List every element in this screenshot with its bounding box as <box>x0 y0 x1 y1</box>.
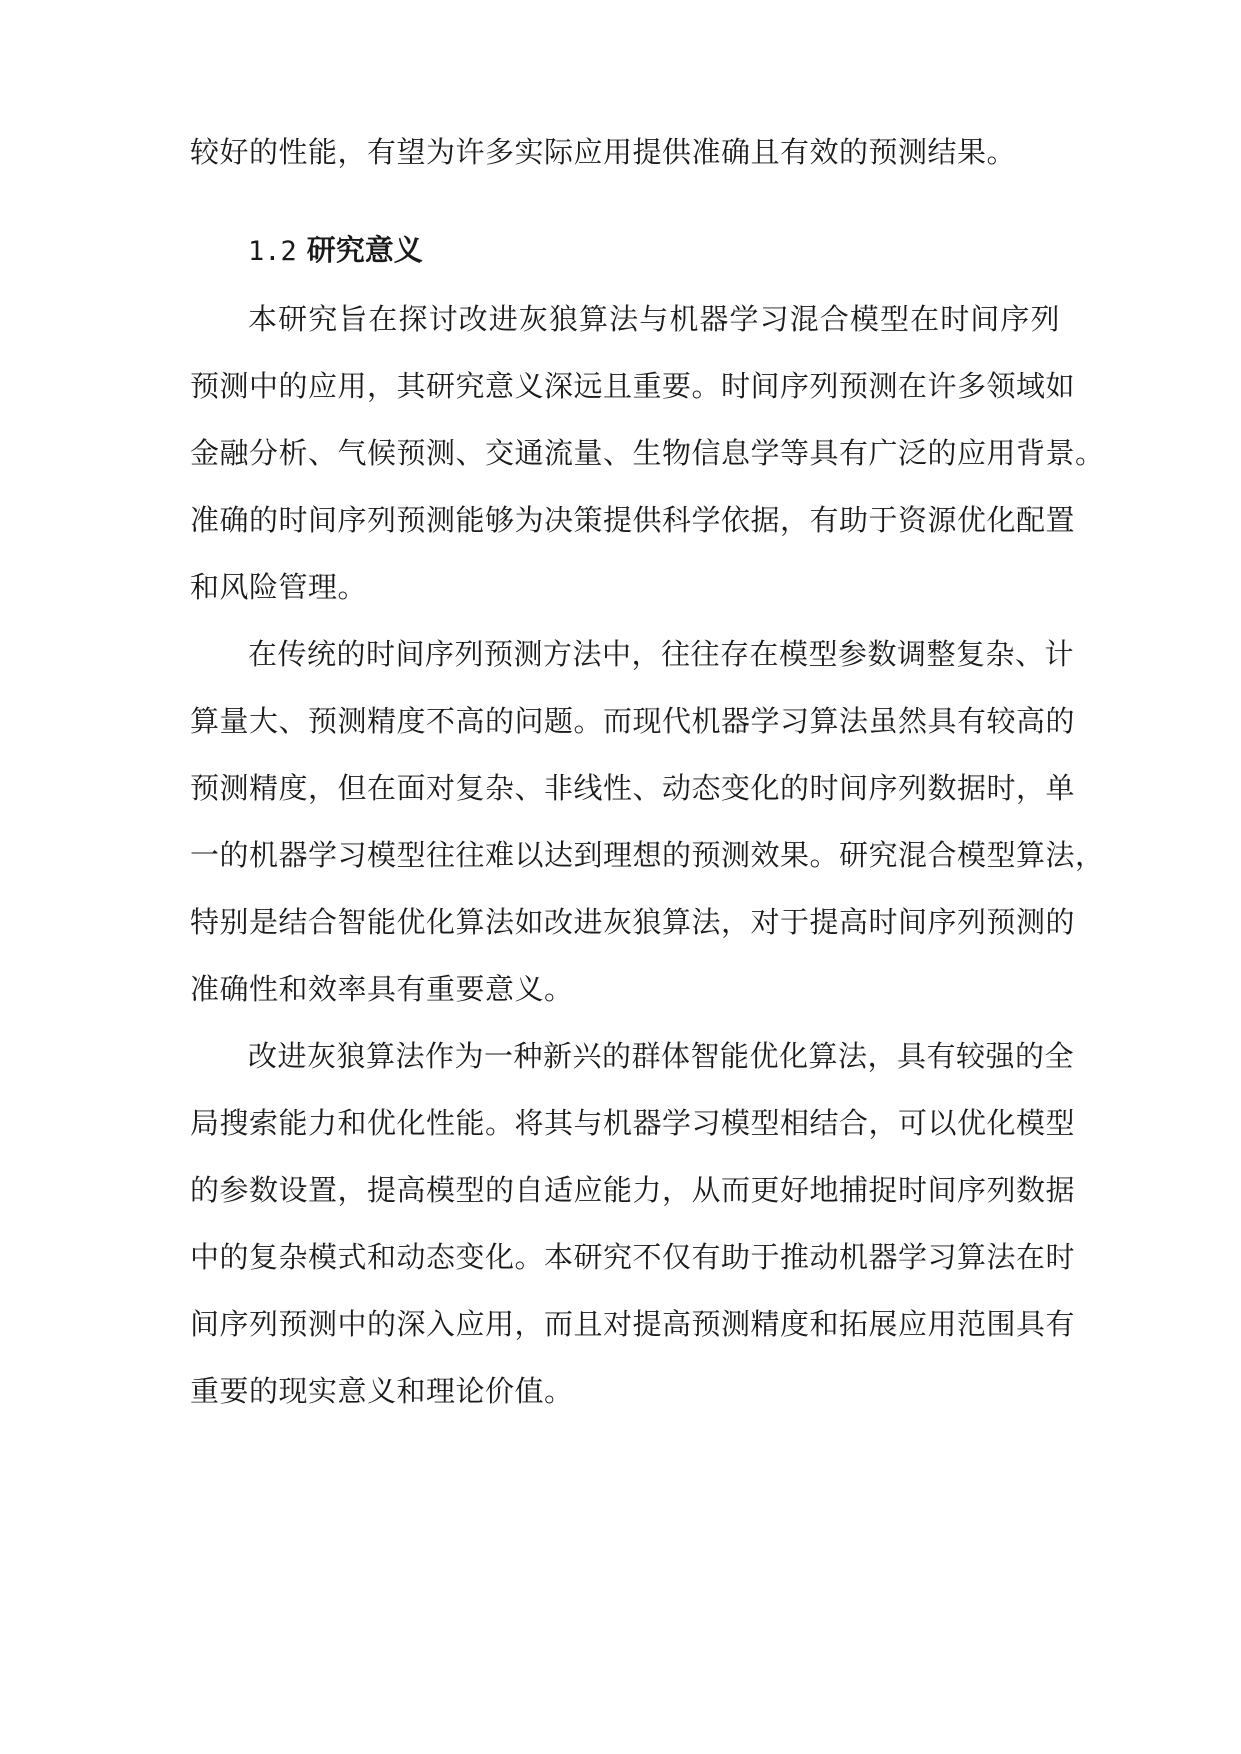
text-line: 局搜索能力和优化性能。将其与机器学习模型相结合，可以优化模型 <box>190 1106 1076 1140</box>
text-line: 重要的现实意义和理论价值。 <box>190 1374 574 1408</box>
text-line: 较好的性能，有望为许多实际应用提供准确且有效的预测结果。 <box>190 135 1017 169</box>
section-heading <box>248 230 423 272</box>
text-line: 一的机器学习模型往往难以达到理想的预测效果。研究混合模型算法， <box>190 838 1105 872</box>
section-number: 1.2 <box>248 236 297 267</box>
text-line: 间序列预测中的深入应用，而且对提高预测精度和拓展应用范围具有 <box>190 1307 1076 1341</box>
text-line: 在传统的时间序列预测方法中，往往存在模型参数调整复杂、计 <box>248 637 1075 671</box>
section-title: 研究意义 <box>306 233 423 267</box>
text-line: 改进灰狼算法作为一种新兴的群体智能优化算法，具有较强的全 <box>248 1039 1075 1073</box>
text-line: 金融分析、气候预测、交通流量、生物信息学等具有广泛的应用背景。 <box>190 436 1105 470</box>
text-line: 中的复杂模式和动态变化。本研究不仅有助于推动机器学习算法在时 <box>190 1240 1076 1274</box>
text-line: 的参数设置，提高模型的自适应能力，从而更好地捕捉时间序列数据 <box>190 1173 1076 1207</box>
text-line: 和风险管理。 <box>190 570 368 604</box>
text-line: 本研究旨在探讨改进灰狼算法与机器学习混合模型在时间序列 <box>248 302 1060 336</box>
text-line: 算量大、预测精度不高的问题。而现代机器学习算法虽然具有较高的 <box>190 704 1076 738</box>
text-line: 特别是结合智能优化算法如改进灰狼算法，对于提高时间序列预测的 <box>190 905 1076 939</box>
text-line: 准确的时间序列预测能够为决策提供科学依据，有助于资源优化配置 <box>190 503 1076 537</box>
text-line: 预测精度，但在面对复杂、非线性、动态变化的时间序列数据时，单 <box>190 771 1076 805</box>
text-line: 预测中的应用，其研究意义深远且重要。时间序列预测在许多领域如 <box>190 369 1076 403</box>
text-line: 准确性和效率具有重要意义。 <box>190 972 574 1006</box>
